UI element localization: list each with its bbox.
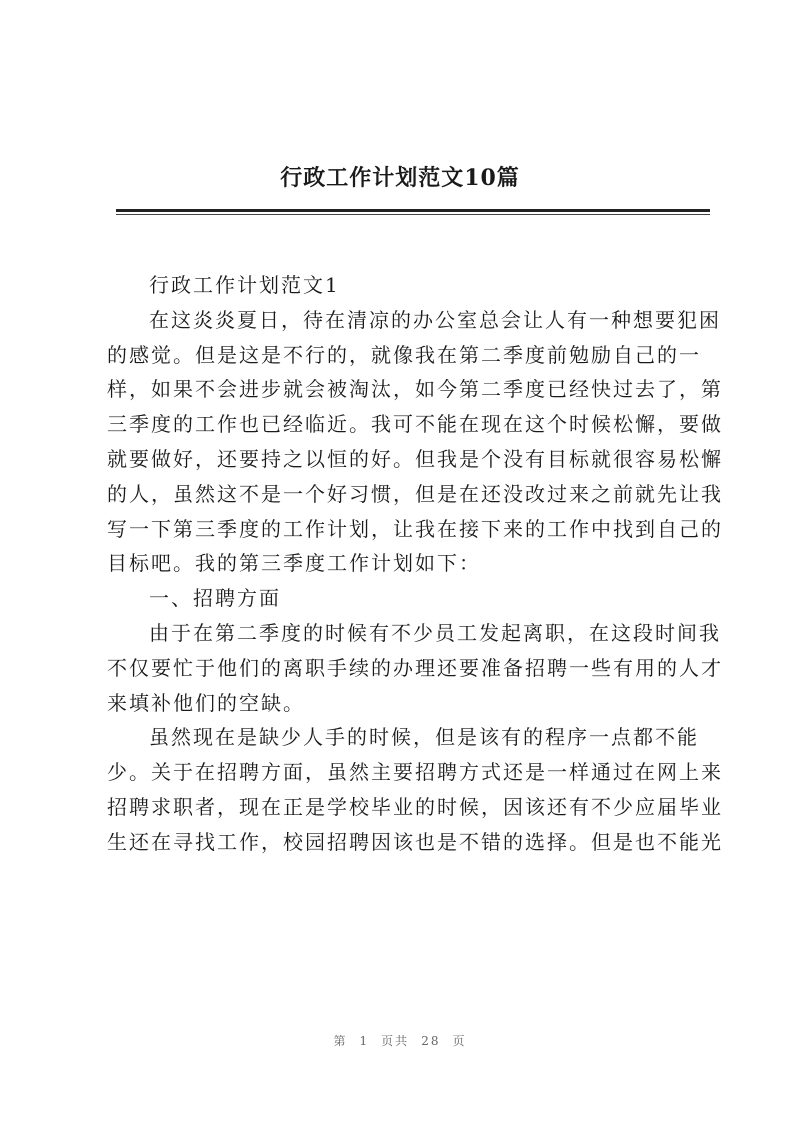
title-underline-thick	[116, 209, 710, 212]
paragraph-line: 虽然现在是缺少人手的时候，但是该有的程序一点都不能	[149, 725, 699, 750]
footer-page-label-pre: 第	[333, 1034, 348, 1048]
paragraph-line: 写一下第三季度的工作计划，让我在接下来的工作中找到自己的	[107, 516, 723, 541]
subsection-heading: 一、招聘方面	[149, 586, 281, 611]
document-body	[107, 268, 723, 860]
paragraph-line: 三季度的工作也已经临近。我可不能在现在这个时候松懈，要做	[107, 412, 723, 437]
footer-page-label-post: 页	[452, 1034, 467, 1048]
paragraph-line: 生还在寻找工作，校园招聘因该也是不错的选择。但是也不能光	[107, 829, 723, 854]
paragraph-line: 不仅要忙于他们的离职手续的办理还要准备招聘一些有用的人才	[107, 655, 723, 680]
paragraph-line: 目标吧。我的第三季度工作计划如下：	[107, 551, 481, 576]
paragraph-line: 样，如果不会进步就会被淘汰，如今第二季度已经快过去了，第	[107, 377, 723, 402]
paragraph-line: 的人，虽然这不是一个好习惯，但是在还没改过来之前就先让我	[107, 481, 723, 506]
title-underline-thin	[116, 214, 710, 215]
paragraph-line: 来填补他们的空缺。	[107, 690, 305, 715]
paragraph-line: 就要做好，还要持之以恒的好。但我是个没有目标就很容易松懈	[107, 446, 723, 471]
document-title: 行政工作计划范文10篇	[280, 165, 520, 191]
paragraph-line: 招聘求职者，现在正是学校毕业的时候，因该还有不少应届毕业	[107, 794, 723, 819]
footer-page-label-mid: 页共	[381, 1034, 410, 1048]
paragraph-line: 少。关于在招聘方面，虽然主要招聘方式还是一样通过在网上来	[107, 760, 723, 785]
footer-page-number: 1	[359, 1034, 370, 1048]
paragraph-line: 的感觉。但是这是不行的，就像我在第二季度前勉励自己的一	[107, 342, 701, 367]
paragraph-line: 由于在第二季度的时候有不少员工发起离职，在这段时间我	[149, 620, 721, 645]
paragraph-line: 在这炎炎夏日，待在清凉的办公室总会让人有一种想要犯困	[149, 307, 721, 332]
footer-total-pages: 28	[421, 1034, 441, 1048]
page-footer	[0, 1032, 800, 1049]
section-heading: 行政工作计划范文1	[149, 273, 340, 297]
